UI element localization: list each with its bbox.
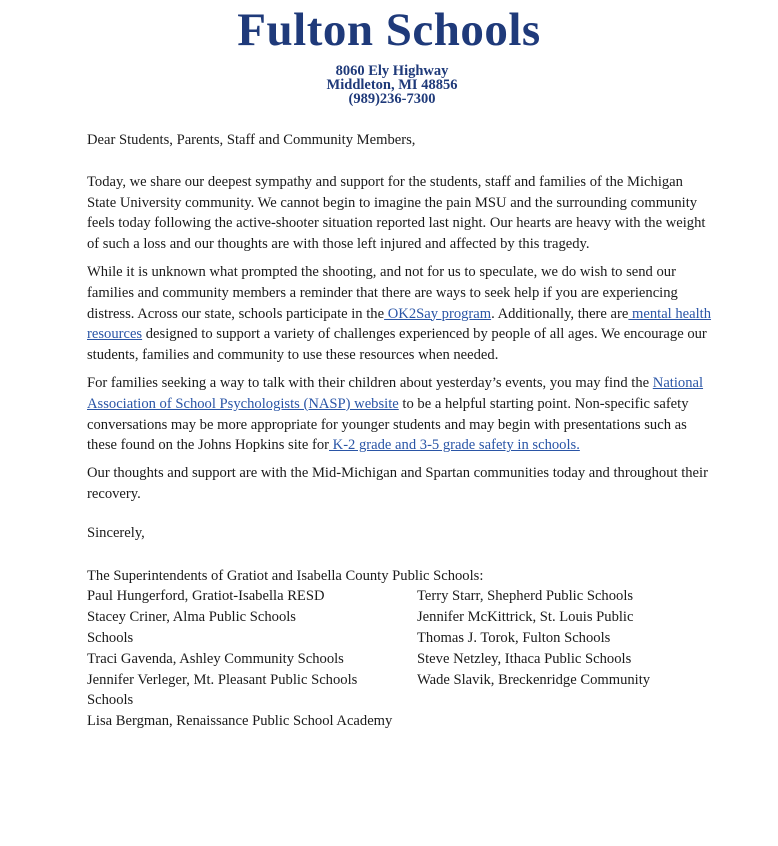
paragraph-support: Our thoughts and support are with the Mid-Michigan and Spartan communities today and throughout their recovery. <box>87 465 708 502</box>
paragraph-families-text-b: to be a helpful starting point. Non-specific safety conversations may be more appropriate for younger students and may begin with presentations such as these found on the Johns Hopkins site for <box>87 395 689 454</box>
letter-body <box>87 130 712 732</box>
mental-health-resources-link[interactable]: mental health resources <box>87 305 712 343</box>
nasp-website-link[interactable]: National Association of School Psychologists (NASP) website <box>87 374 704 412</box>
paragraph-resources <box>87 262 712 366</box>
salutation: Dear Students, Parents, Staff and Community Members, <box>87 132 416 148</box>
paragraph-resources-text-c: designed to support a variety of challenges experienced by people of all ages. We encourage our students, families and community to use these resources when needed. <box>87 326 707 364</box>
signer: Wade Slavik, Breckenridge Community <box>417 671 651 688</box>
signers-list <box>87 586 712 732</box>
paragraph-families <box>87 373 712 456</box>
signer: Steve Netzley, Ithaca Public Schools <box>417 650 632 667</box>
signer: Thomas J. Torok, Fulton Schools <box>417 629 611 646</box>
address-street: 8060 Ely Highway <box>335 63 449 79</box>
signer: Paul Hungerford, Gratiot-Isabella RESD <box>87 588 325 605</box>
letterhead-title: Fulton Schools <box>237 4 541 56</box>
signer: Jennifer McKittrick, St. Louis Public <box>417 609 634 626</box>
ok2say-link[interactable]: OK2Say program <box>384 305 492 322</box>
signoff-intro: The Superintendents of Gratiot and Isabella County Public Schools: <box>87 567 484 584</box>
signer: Terry Starr, Shepherd Public Schools <box>417 588 634 605</box>
signer: Traci Gavenda, Ashley Community Schools <box>87 650 344 667</box>
signer: Stacey Criner, Alma Public Schools <box>87 609 296 626</box>
paragraph-resources-text-b: . Additionally, there are <box>491 305 629 322</box>
address-phone: (989)236-7300 <box>348 91 436 107</box>
johns-hopkins-safety-link[interactable]: K-2 grade and 3-5 grade safety in schools. <box>329 437 580 454</box>
letterhead-address <box>0 64 778 106</box>
signer: Schools <box>87 629 134 646</box>
signer: Jennifer Verleger, Mt. Pleasant Public Schools <box>87 671 358 688</box>
signers-left-column <box>87 586 417 732</box>
paragraph-resources-text-a: While it is unknown what prompted the shooting, and not for us to speculate, we do wish to send our families and community members a reminder that there are ways to seek help if you are experiencing distress. Across our state, schools participate in the <box>87 263 678 322</box>
signer: Lisa Bergman, Renaissance Public School Academy <box>87 713 393 730</box>
closing: Sincerely, <box>87 524 145 541</box>
address-city: Middleton, MI 48856 <box>326 77 458 93</box>
signer: Schools <box>87 692 134 709</box>
paragraph-sympathy: Today, we share our deepest sympathy and support for the students, staff and families of the Michigan State University community. We cannot begin to imagine the pain MSU and the surrounding community feels today following the active-shooter situation reported last night. Our hearts are heavy with the weight of such a loss and our thoughts are with those left injured and affected by this tragedy. <box>87 173 706 253</box>
signers-right-column <box>417 586 712 732</box>
paragraph-families-text-a: For families seeking a way to talk with their children about yesterday’s events, you may find the <box>87 374 653 391</box>
